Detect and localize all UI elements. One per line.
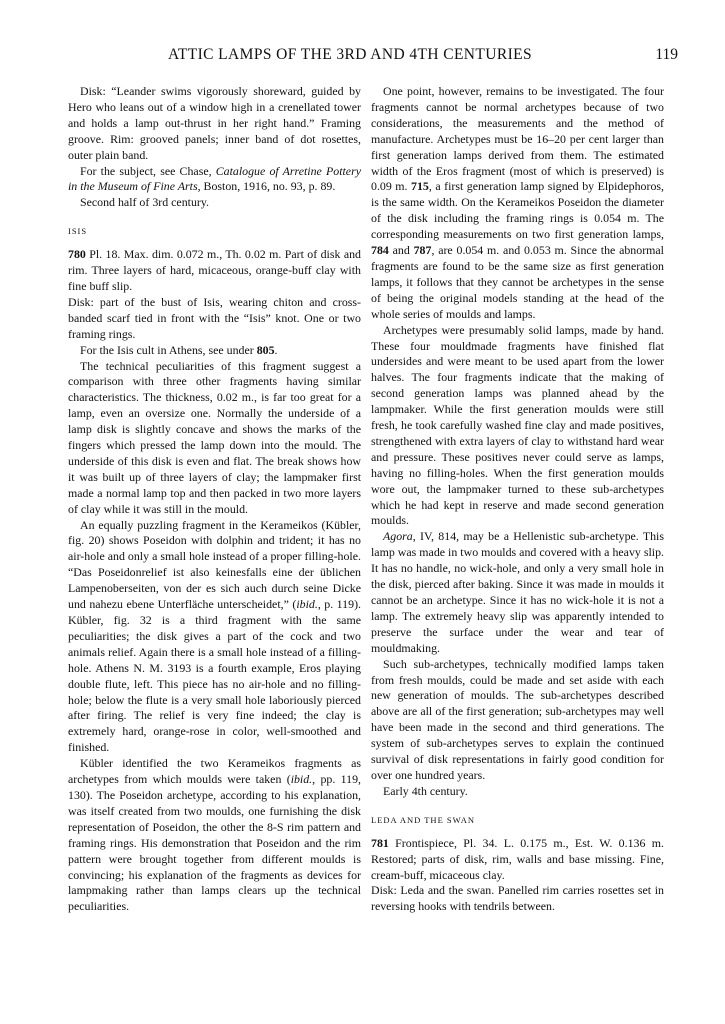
paragraph-archetypes-measure bbox=[371, 84, 664, 323]
text: and bbox=[388, 243, 414, 258]
paragraph-technical: The technical peculiarities of this fragment suggest a comparison with three other fragments having similar characteristics. The thickness, 0.02 m., is far too great for a lamp, even an oversize one. Normally the underside of a lamp disk is slightly concave and shows the marks of the fingers which pressed the lamp down into the mould. The underside of this disk is even and flat. The break shows how it was built up of three layers of clay; the lampmaker first made a normal lamp top and then packed in two more layers of clay while it was still in the mould. bbox=[68, 358, 361, 516]
paragraph-catalogue-780 bbox=[68, 247, 361, 295]
text: . bbox=[274, 342, 278, 357]
text: , IV, 814, may be a Hellenistic sub-archetype. This lamp was made in two moulds and covered with a heavy slip. It has no handle, no wick-hole, and only a very small hole in the disk, pierced after baking. Since it was made in moulds it cannot be an archetype. Since it has no wick-hole it is not a lamp. The extremely heavy slip was apparently intended to preserve the surface under the wear and tear of mouldmaking. bbox=[371, 529, 664, 655]
text: , pp. 119, 130). The Poseidon archetype, according to his explanation, was itself created from two moulds, one furnishing the disk representation of Poseidon, the other the 8-S rim pattern and framing rings. His demonstration that Poseidon and the rim pattern were brought together from different moulds is convincing; his explanation of the fragments as devices for lampmaking rather than lamps clears up the technical peculiarities. bbox=[68, 772, 361, 914]
text: Pl. 18. Max. dim. 0.072 m., Th. 0.02 m. Part of disk and rim. Three layers of hard, micaceous, orange-buff clay with fine buff slip. bbox=[68, 247, 361, 293]
text: One point, however, remains to be investigated. The four fragments cannot be normal archetypes because of two considerations, the measurements and the method of manufacture. Archetypes must be 16–20 per cent larger than first generation lamps derived from them. The estimated width of the Eros fragment (most of which is preserved) is 0.09 m. bbox=[371, 84, 664, 194]
page-header bbox=[0, 46, 725, 68]
italic-agora: Agora bbox=[383, 529, 413, 544]
text: Frontispiece, Pl. 34. L. 0.175 m., Est. W. 0.136 m. Restored; parts of disk, rim, walls and base missing. Fine, cream-buff, micaceous clay. bbox=[371, 835, 664, 882]
catalogue-number: 784 bbox=[371, 243, 389, 258]
italic-ibid: ibid. bbox=[296, 597, 318, 612]
catalogue-number: 805 bbox=[256, 342, 275, 357]
section-heading-leda: LEDA AND THE SWAN bbox=[371, 814, 475, 825]
paragraph-date: Early 4th century. bbox=[383, 783, 468, 798]
paragraph-isis-disk: Disk: part of the bust of Isis, wearing chiton and cross-banded scarf tied in front with the “Isis” knot. One or two framing rings. bbox=[68, 294, 361, 341]
paragraph-isis-cult bbox=[68, 343, 361, 359]
paragraph-catalogue-781 bbox=[371, 836, 664, 884]
italic-ibid: ibid. bbox=[290, 772, 313, 787]
text: , p. 119). Kübler, fig. 32 is a third fragment with the same peculiarities; the disk gives a part of the cock and two animals relief. Again there is a small hole instead of a filling-hole. Athens N. M. 3193 is a fourth example, Eros playing double flute, left. This piece has no air-hole and no filling-hole; below the flute is a very small hole laboriously pierced after firing. The relief is very fine indeed; the clay is extremely hard, orange-rose in color, well-smoothed and finished. bbox=[68, 597, 361, 755]
running-head: ATTIC LAMPS OF THE 3RD AND 4TH CENTURIES bbox=[168, 46, 533, 63]
paragraph-sub-archetypes: Such sub-archetypes, technically modified lamps taken from fresh moulds, could be made and set aside with each new generation of moulds. The sub-archetypes described above are all of the first generation; sub-archetypes may well have been made in the second and third generations. The system of sub-archetypes serves to explain the continued survival of disk representations in fairly good condition for over one hundred years. bbox=[371, 656, 664, 782]
text: , are 0.054 m. and 0.053 m. Since the abnormal fragments are found to be the same size as first generation lamps, it follows that they cannot be archetypes in the sense of being the original models standing at the head of the whole series of moulds and lamps. bbox=[371, 243, 664, 321]
section-heading-isis: ISIS bbox=[68, 226, 88, 237]
catalogue-number: 715 bbox=[411, 179, 429, 194]
right-column bbox=[371, 84, 664, 915]
paragraph-solid-lamps: Archetypes were presumably solid lamps, made by hand. These four mouldmade fragments have finished flat undersides and were meant to be used apart from the lower halves. The four fragments indicate that the making of second generation lamps was planned ahead by the lampmaker. While the first generation moulds were still fresh, he took carefully washed fine clay and made positives, strengthened with extra layers of clay to withstand hard wear and pressure. These positives never could serve as lamps, having no filling-holes. When the first generation moulds wore out, the lampmaker turned to these sub-archetypes which he had kept in reserve and made second generation moulds. bbox=[371, 322, 664, 528]
catalogue-number: 781 bbox=[371, 835, 389, 850]
text: , Boston, 1916, no. 93, p. 89. bbox=[197, 179, 336, 194]
page-number: 119 bbox=[655, 46, 678, 63]
text: An equally puzzling fragment in the Kerameikos (Kübler, fig. 20) shows Poseidon with dolphin and trident; it has no air-hole and only a small hole instead of a proper filling-hole. “Das Poseidonrelief ist also keinesfalls eine der üblichen Lampenoberseiten, von der es sich auch durch seine Dicke und nahezu ebene Unterfläche unterscheidet,” ( bbox=[68, 517, 361, 612]
paragraph-chase-reference bbox=[68, 164, 361, 196]
paragraph-agora bbox=[371, 529, 664, 656]
catalogue-number: 787 bbox=[413, 243, 432, 258]
text: , a first generation lamp signed by Elpidephoros, is the same width. On the Kerameikos Poseidon the diameter of the disk including the framing rings is 0.054 m. The corresponding measurements on two first generation lamps, bbox=[371, 179, 664, 242]
text: For the Isis cult in Athens, see under bbox=[80, 342, 257, 357]
left-column bbox=[68, 84, 361, 915]
catalogue-number: 780 bbox=[68, 247, 86, 262]
text: For the subject, see Chase, bbox=[80, 163, 216, 178]
paragraph-date: Second half of 3rd century. bbox=[80, 195, 209, 210]
paragraph-kubler bbox=[68, 756, 361, 915]
paragraph-leda-disk: Disk: Leda and the swan. Panelled rim carries rosettes set in reversing hooks with tendrils between. bbox=[371, 883, 664, 914]
paragraph-kerameikos bbox=[68, 518, 361, 757]
text: Kübler identified the two Kerameikos fragments as archetypes from which moulds were taken ( bbox=[68, 756, 361, 787]
paragraph-leander-disk: Disk: “Leander swims vigorously shoreward, guided by Hero who leans out of a window high in a crenellated tower and holds a lamp out-thrust in her right hand.” Framing groove. Rim: grooved panels; inner band of dot rosettes, outer plain band. bbox=[68, 84, 361, 162]
italic-title: Catalogue of Arretine Pottery in the Museum of Fine Arts bbox=[68, 163, 361, 194]
